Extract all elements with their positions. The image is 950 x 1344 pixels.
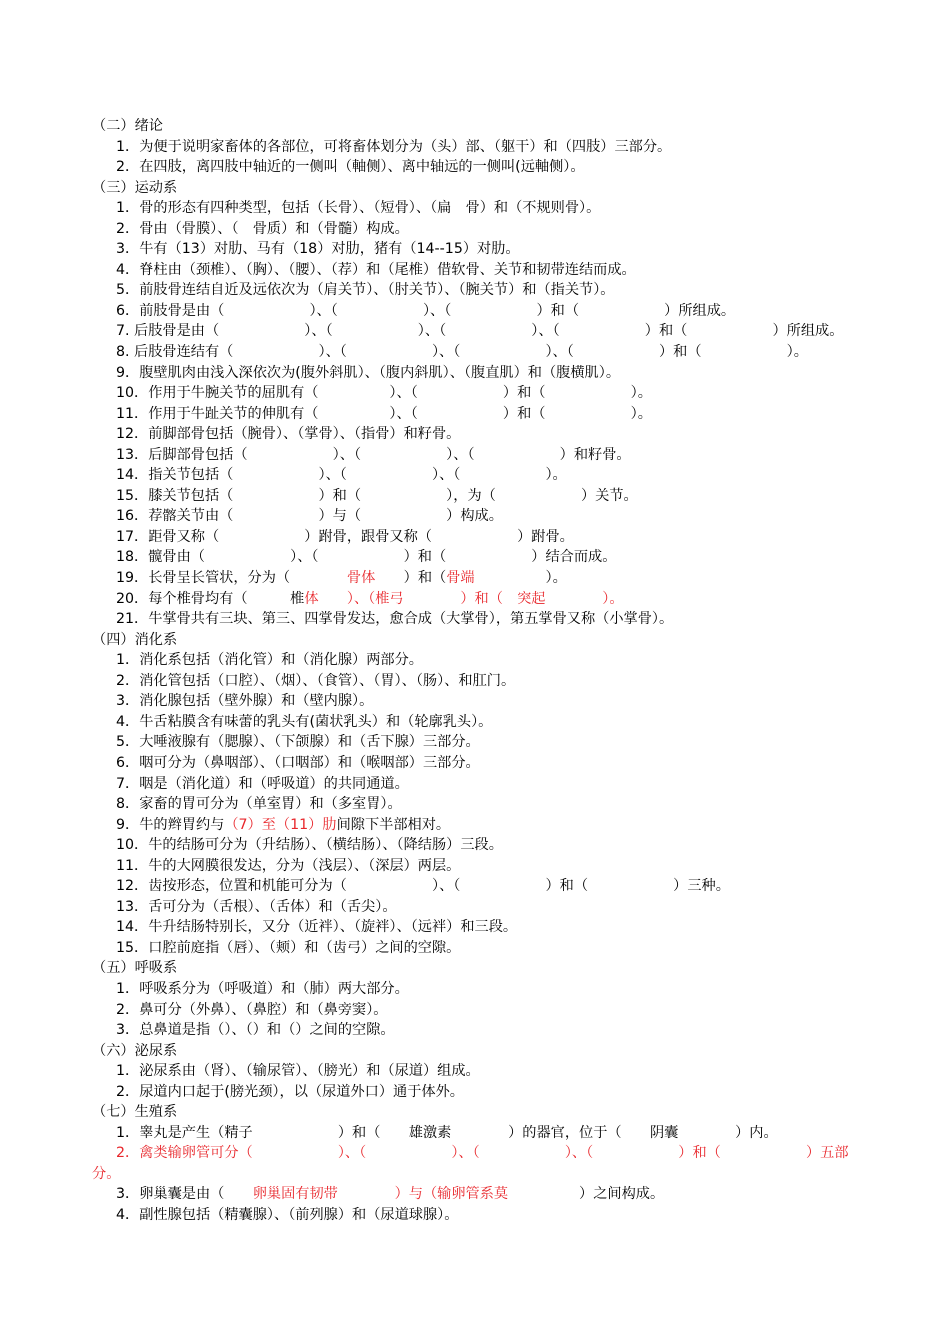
text-run: 12．前脚部骨包括（腕骨）、（掌骨）、（指骨）和籽骨。 [116, 426, 461, 443]
text-run: ）。 [474, 570, 567, 587]
question-line [92, 137, 882, 158]
question-line [92, 239, 882, 260]
question-line [92, 589, 882, 610]
question-line [92, 650, 882, 671]
question-line [92, 219, 882, 240]
text-run: 1．消化系包括（消化管）和（消化腺）两部分。 [116, 652, 423, 669]
text-run: 8．家畜的胃可分为（单室胃）和（多室胃）。 [116, 796, 402, 813]
text-run: 20．每个椎骨均有（ 椎 [116, 590, 305, 607]
question-line [92, 383, 882, 404]
text-run: 9．牛的辫胃约与 [116, 816, 225, 833]
question-line [92, 897, 882, 918]
section-heading [92, 1102, 882, 1123]
text-run: 11．牛的大网膜很发达，分为（浅层）、（深层）两层。 [116, 857, 461, 874]
text-run: 2．骨由（骨膜）、（ 骨质）和（骨髓）构成。 [116, 220, 409, 237]
text-run: ）和（ [375, 570, 447, 587]
question-line [92, 260, 882, 281]
text-run: （7）至（11）肋 [224, 816, 337, 833]
question-line [92, 1082, 882, 1103]
question-line [92, 876, 882, 897]
text-run: 10．作用于牛腕关节的屈肌有（ ）、（ ）和（ ）。 [116, 385, 652, 402]
section-heading [92, 1041, 882, 1062]
question-line [92, 856, 882, 877]
question-line [92, 465, 882, 486]
text-run: ）之间构成。 [508, 1186, 665, 1203]
question-line [92, 445, 882, 466]
question-line [92, 568, 882, 589]
text-run: 骨体 [346, 570, 376, 587]
text-run: 8. 后肢骨连结有（ ）、（ ）、（ ）、（ ）和（ ）。 [116, 344, 808, 361]
question-line [92, 342, 882, 363]
section-heading [92, 116, 882, 137]
question-line [92, 1061, 882, 1082]
text-run: 10．牛的结肠可分为（升结肠）、（横结肠）、（降结肠）三段。 [116, 837, 503, 854]
text-run: 6．前肢骨是由（ ）、（ ）、（ ）和（ ）所组成。 [116, 302, 736, 319]
text-run: 15．膝关节包括（ ）和（ ），为（ ）关节。 [116, 487, 638, 504]
question-line [92, 712, 882, 733]
text-run: 1．泌尿系由（肾）、（输尿管）、（膀光）和（尿道）组成。 [116, 1063, 480, 1080]
text-run: 1．呼吸系分为（呼吸道）和（肺）两大部分。 [116, 980, 409, 997]
question-line [92, 671, 882, 692]
question-line [92, 732, 882, 753]
text-run: （五）呼吸系 [92, 960, 178, 977]
question-line [92, 691, 882, 712]
text-run: 13．后脚部骨包括（ ）、（ ）、（ ）和籽骨。 [116, 446, 631, 463]
question-line [92, 301, 882, 322]
question-line [92, 280, 882, 301]
text-run: 3．牛有（13）对肋、马有（18）对肋，猪有（14--15）对肋。 [116, 241, 520, 258]
text-run: 体 ）、（椎弓 ）和（ 突起 ）。 [304, 590, 624, 607]
section-heading [92, 630, 882, 651]
question-line [92, 979, 882, 1000]
section-heading [92, 178, 882, 199]
text-run: 卵巢固有韧带 ）与（输卵管系莫 [252, 1186, 509, 1203]
text-run: 骨端 [446, 570, 475, 587]
question-line [92, 404, 882, 425]
text-run: （三）运动系 [92, 179, 178, 196]
text-run: 1．骨的形态有四种类型，包括（长骨）、（短骨）、（扁 骨）和（不规则骨）。 [116, 200, 601, 217]
question-line [92, 198, 882, 219]
section-heading [92, 1164, 882, 1185]
text-run: 分。 [92, 1165, 121, 1182]
text-run: 2．禽类输卵管可分（ ）、（ ）、（ ）、（ ）和（ ）五部 [116, 1145, 849, 1162]
question-line [92, 1205, 882, 1226]
question-line [92, 157, 882, 178]
text-run: 4．副性腺包括（精囊腺）、（前列腺）和（尿道球腺）。 [116, 1206, 459, 1223]
question-line [92, 815, 882, 836]
text-run: 4．牛舌粘膜含有味蕾的乳头有(菌状乳头）和（轮廓乳头）。 [116, 713, 493, 730]
text-run: 1．为便于说明家畜体的各部位，可将畜体划分为（头）部、（躯干）和（四肢）三部分。 [116, 138, 672, 155]
question-line [92, 753, 882, 774]
question-line [92, 774, 882, 795]
text-run: 6．咽可分为（鼻咽部）、（口咽部）和（喉咽部）三部分。 [116, 754, 480, 771]
text-run: 4．脊柱由（颈椎）、（胸）、（腰）、（荐）和（尾椎）借软骨、关节和韧带连结而成。 [116, 261, 636, 278]
text-run: 5．前肢骨连结自近及远依次为（肩关节）、（肘关节）、（腕关节）和（指关节）。 [116, 282, 615, 299]
text-run: 17．距骨又称（ ）跗骨，跟骨又称（ ）跗骨。 [116, 528, 574, 545]
question-line [92, 321, 882, 342]
text-run: （六）泌尿系 [92, 1042, 178, 1059]
question-line [92, 424, 882, 445]
text-run: （七）生殖系 [92, 1104, 178, 1121]
text-run: 5．大唾液腺有（腮腺）、（下颌腺）和（舌下腺）三部分。 [116, 734, 480, 751]
question-line [92, 938, 882, 959]
question-line [92, 609, 882, 630]
text-run: 11．作用于牛趾关节的伸肌有（ ）、（ ）和（ ）。 [116, 405, 652, 422]
text-run: 7. 后肢骨是由（ ）、（ ）、（ ）、（ ）和（ ）所组成。 [116, 323, 844, 340]
question-line [92, 1000, 882, 1021]
text-run: 12．齿按形态，位置和机能可分为（ ）、（ ）和（ ）三种。 [116, 878, 730, 895]
text-run: 21．牛掌骨共有三块、第三、四掌骨发达，愈合成（大掌骨），第五掌骨又称（小掌骨）。 [116, 611, 674, 628]
question-line [92, 1143, 882, 1164]
text-run: 13．舌可分为（舌根）、（舌体）和（舌尖）。 [116, 898, 397, 915]
question-line [92, 1184, 882, 1205]
text-run: 18．髋骨由（ ）、（ ）和（ ）结合而成。 [116, 549, 617, 566]
question-line [92, 1020, 882, 1041]
text-run: 9．腹壁肌肉由浅入深依次为(腹外斜肌）、（腹内斜肌）、（腹直肌）和（腹横肌）。 [116, 364, 621, 381]
question-line [92, 506, 882, 527]
text-run: 14．指关节包括（ ）、（ ）、（ ）。 [116, 467, 567, 484]
question-line [92, 486, 882, 507]
section-heading [92, 958, 882, 979]
text-run: 14．牛升结肠特别长，又分（近袢）、（旋袢）、（远袢）和三段。 [116, 919, 518, 936]
text-run: 2．在四肢，离四肢中轴近的一侧叫（軸侧）、离中轴远的一侧叫(远軸侧）。 [116, 159, 585, 176]
document-body [92, 116, 882, 1226]
text-run: 15．口腔前庭指（唇）、（颊）和（齿弓）之间的空隙。 [116, 939, 461, 956]
question-line [92, 794, 882, 815]
question-line [92, 835, 882, 856]
question-line [92, 1123, 882, 1144]
text-run: 3．消化腺包括（壁外腺）和（壁内腺）。 [116, 693, 374, 710]
text-run: 2．消化管包括（口腔）、（烟）、（食管）、（胃）、（肠）、和肛门。 [116, 672, 516, 689]
question-line [92, 363, 882, 384]
text-run: （四）消化系 [92, 631, 178, 648]
text-run: 7．咽是（消化道）和（呼吸道）的共同通道。 [116, 775, 409, 792]
text-run: 3．总鼻道是指（）、（）和（）之间的空隙。 [116, 1022, 395, 1039]
question-line [92, 547, 882, 568]
text-run: 3．卵巢囊是由（ [116, 1186, 253, 1203]
text-run: （二）绪论 [92, 118, 163, 134]
text-run: 1．睾丸是产生（精子 ）和（ 雄激素 ）的器官，位于（ 阴囊 ）内。 [116, 1124, 778, 1141]
text-run: 2．鼻可分（外鼻）、（鼻腔）和（鼻旁窦）。 [116, 1001, 388, 1018]
question-line [92, 917, 882, 938]
question-line [92, 527, 882, 548]
text-run: 16．荐髂关节由（ ）与（ ）构成。 [116, 508, 503, 525]
text-run: 间隙下半部相对。 [336, 816, 451, 833]
text-run: 19．长骨呈长管状，分为（ [116, 570, 347, 587]
text-run: 2．尿道内口起于(膀光颈），以（尿道外口）通于体外。 [116, 1083, 464, 1100]
